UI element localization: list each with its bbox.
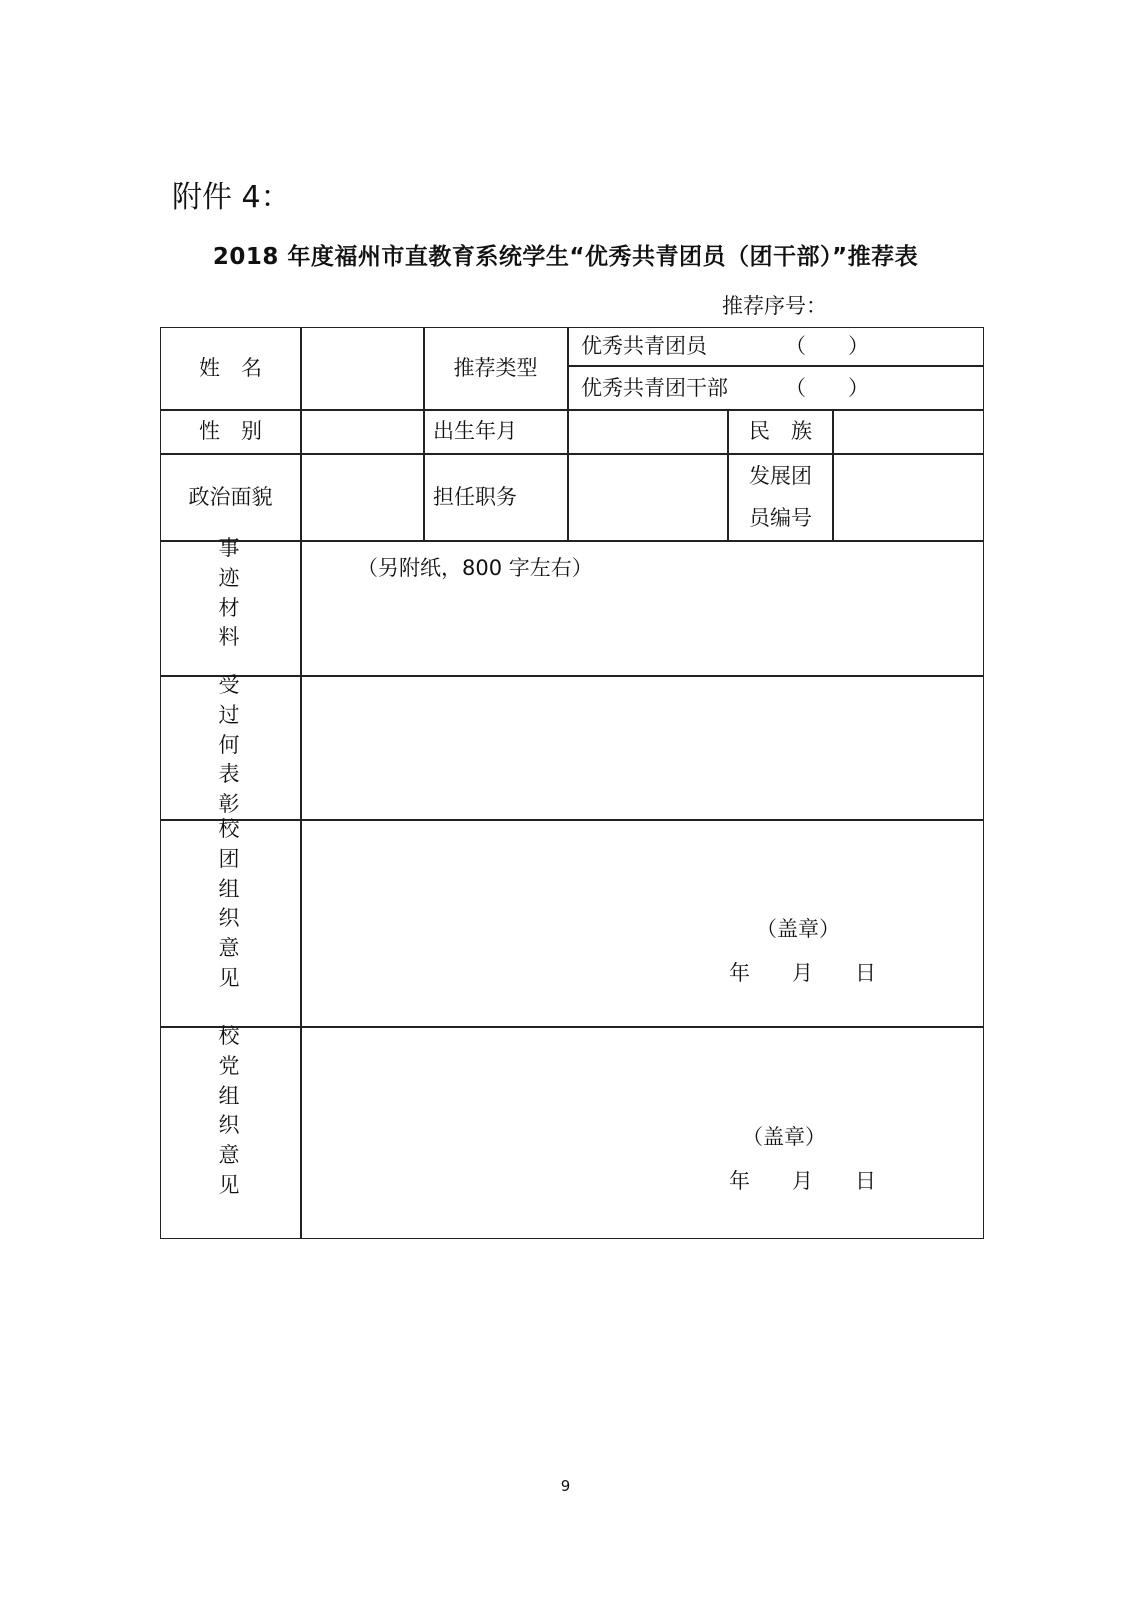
name-label: 姓 名 (199, 356, 262, 380)
member-number-field[interactable] (834, 454, 983, 540)
form-title: 2018 年度福州市直教育系统学生“优秀共青团员（团干部）”推荐表 (212, 244, 919, 270)
type-option-cadre-checkbox[interactable]: （ ） (785, 375, 869, 400)
position-field[interactable] (569, 454, 727, 540)
birth-date-label: 出生年月 (433, 419, 517, 443)
party-stamp-label: （盖章） (742, 1124, 826, 1149)
position-label: 担任职务 (433, 484, 517, 509)
league-opinion-field[interactable] (302, 821, 983, 911)
deeds-label: 事迹材料 (218, 536, 240, 650)
type-option-member: 优秀共青团员 (581, 334, 707, 358)
league-opinion-label: 校团组织意见 (218, 817, 240, 991)
recommendation-form-table (160, 327, 984, 1239)
name-field[interactable] (302, 328, 423, 409)
member-number-label-line2: 员编号 (749, 505, 812, 530)
honors-field[interactable] (302, 677, 983, 818)
league-date-label: 年 月 日 (729, 960, 876, 985)
league-stamp-label: （盖章） (756, 916, 840, 941)
party-date-label: 年 月 日 (729, 1168, 876, 1193)
gender-label: 性 别 (199, 419, 262, 443)
serial-number-label: 推荐序号： (722, 294, 827, 318)
deeds-note: （另附纸，800 字左右） (357, 555, 593, 580)
deeds-field[interactable] (302, 590, 983, 674)
birth-date-field[interactable] (569, 410, 727, 453)
ethnicity-field[interactable] (834, 410, 983, 453)
page-number: 9 (560, 1477, 571, 1495)
type-option-cadre: 优秀共青团干部 (581, 375, 728, 400)
recommend-type-label: 推荐类型 (453, 356, 538, 380)
row-divider (161, 540, 983, 542)
party-opinion-field[interactable] (302, 1028, 983, 1118)
member-number-label-line1: 发展团 (749, 463, 812, 488)
party-opinion-label: 校党组织意见 (218, 1024, 240, 1198)
political-status-field[interactable] (302, 454, 423, 540)
attachment-label: 附件 4： (172, 180, 291, 215)
gender-field[interactable] (302, 410, 423, 453)
honors-label: 受过何表彰 (218, 673, 240, 817)
type-option-member-checkbox[interactable]: （ ） (785, 334, 869, 358)
political-status-label: 政治面貌 (188, 484, 273, 509)
ethnicity-label: 民 族 (749, 419, 812, 443)
